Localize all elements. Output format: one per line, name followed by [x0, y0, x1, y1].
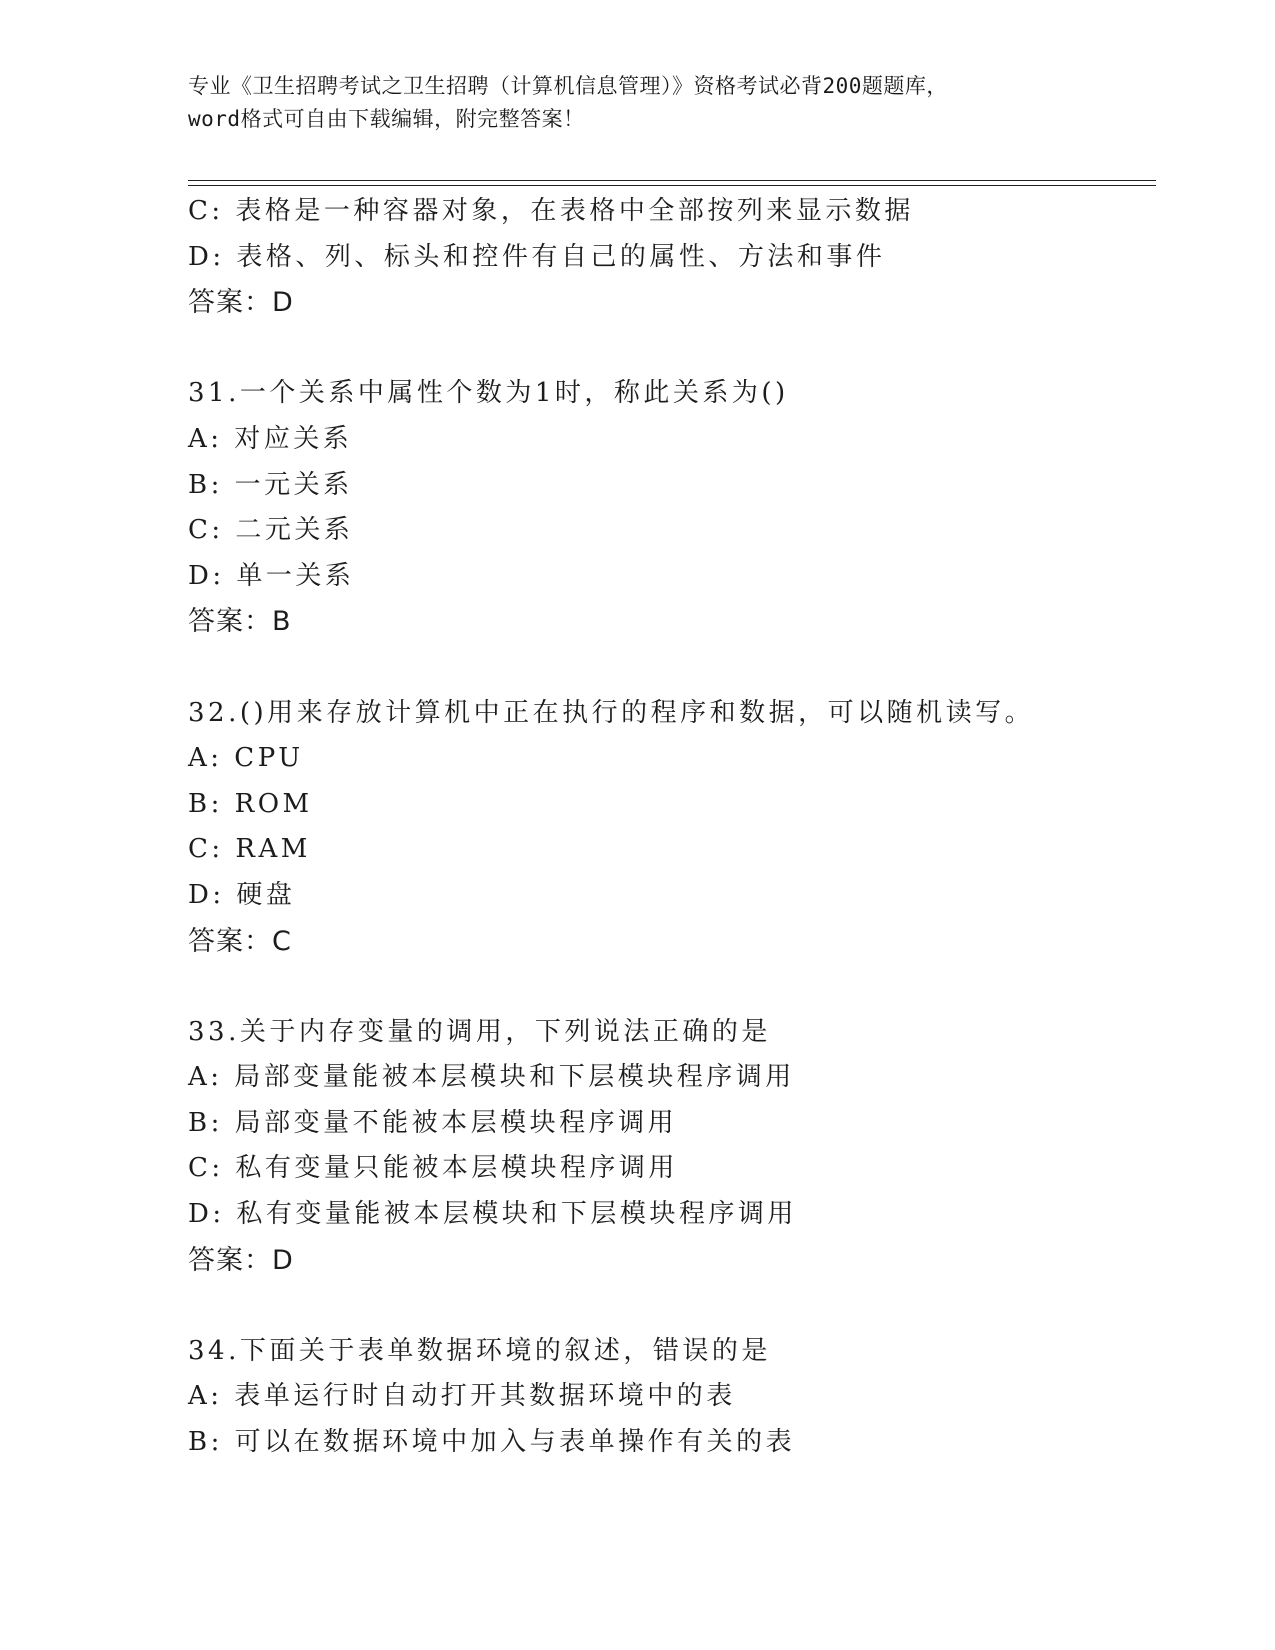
question-block: [188, 691, 1148, 965]
option-line: A: 局部变量能被本层模块和下层模块程序调用: [188, 1062, 795, 1093]
option-line: D: 表格、列、标头和控件有自己的属性、方法和事件: [188, 241, 886, 272]
answer-line: 答案：D: [188, 1244, 294, 1276]
question-block: [188, 1329, 1148, 1466]
option-line: D: 硬盘: [188, 879, 296, 910]
question-block: [188, 371, 1148, 645]
answer-line: 答案：D: [188, 287, 294, 319]
header-divider-bottom: [188, 185, 1156, 186]
document-header: [188, 70, 1088, 136]
option-line: B: 局部变量不能被本层模块程序调用: [188, 1107, 678, 1138]
block-spacer: [188, 964, 1148, 1010]
answer-line: 答案：B: [188, 606, 292, 638]
option-line: B: ROM: [188, 788, 313, 819]
option-line: C: 表格是一种容器对象，在表格中全部按列来显示数据: [188, 196, 914, 226]
question-block: [188, 189, 1148, 326]
option-line: C: RAM: [188, 834, 311, 865]
option-line: C: 二元关系: [188, 515, 354, 546]
question-stem: 31.一个关系中属性个数为1时，称此关系为(): [188, 378, 789, 409]
header-line-2: word格式可自由下载编辑，附完整答案！: [188, 107, 585, 131]
option-line: B: 可以在数据环境中加入与表单操作有关的表: [188, 1427, 796, 1458]
option-line: C: 私有变量只能被本层模块程序调用: [188, 1153, 678, 1184]
option-line: D: 单一关系: [188, 560, 355, 591]
header-divider-top: [188, 180, 1156, 181]
block-spacer: [188, 645, 1148, 691]
option-line: A: 表单运行时自动打开其数据环境中的表: [188, 1381, 736, 1412]
option-line: B: 一元关系: [188, 469, 353, 500]
option-line: A: CPU: [188, 743, 304, 774]
block-spacer: [188, 1283, 1148, 1329]
header-line-1: 专业《卫生招聘考试之卫生招聘（计算机信息管理）》资格考试必背200题题库，: [188, 74, 948, 98]
option-line: D: 私有变量能被本层模块和下层模块程序调用: [188, 1199, 797, 1230]
question-stem: 33.关于内存变量的调用，下列说法正确的是: [188, 1016, 771, 1047]
option-line: A: 对应关系: [188, 423, 353, 454]
question-block: [188, 1010, 1148, 1284]
block-spacer: [188, 326, 1148, 372]
answer-line: 答案：C: [188, 925, 292, 957]
question-stem: 32.()用来存放计算机中正在执行的程序和数据，可以随机读写。: [188, 697, 1035, 728]
question-stem: 34.下面关于表单数据环境的叙述，错误的是: [188, 1335, 771, 1366]
question-list: [188, 189, 1148, 1466]
